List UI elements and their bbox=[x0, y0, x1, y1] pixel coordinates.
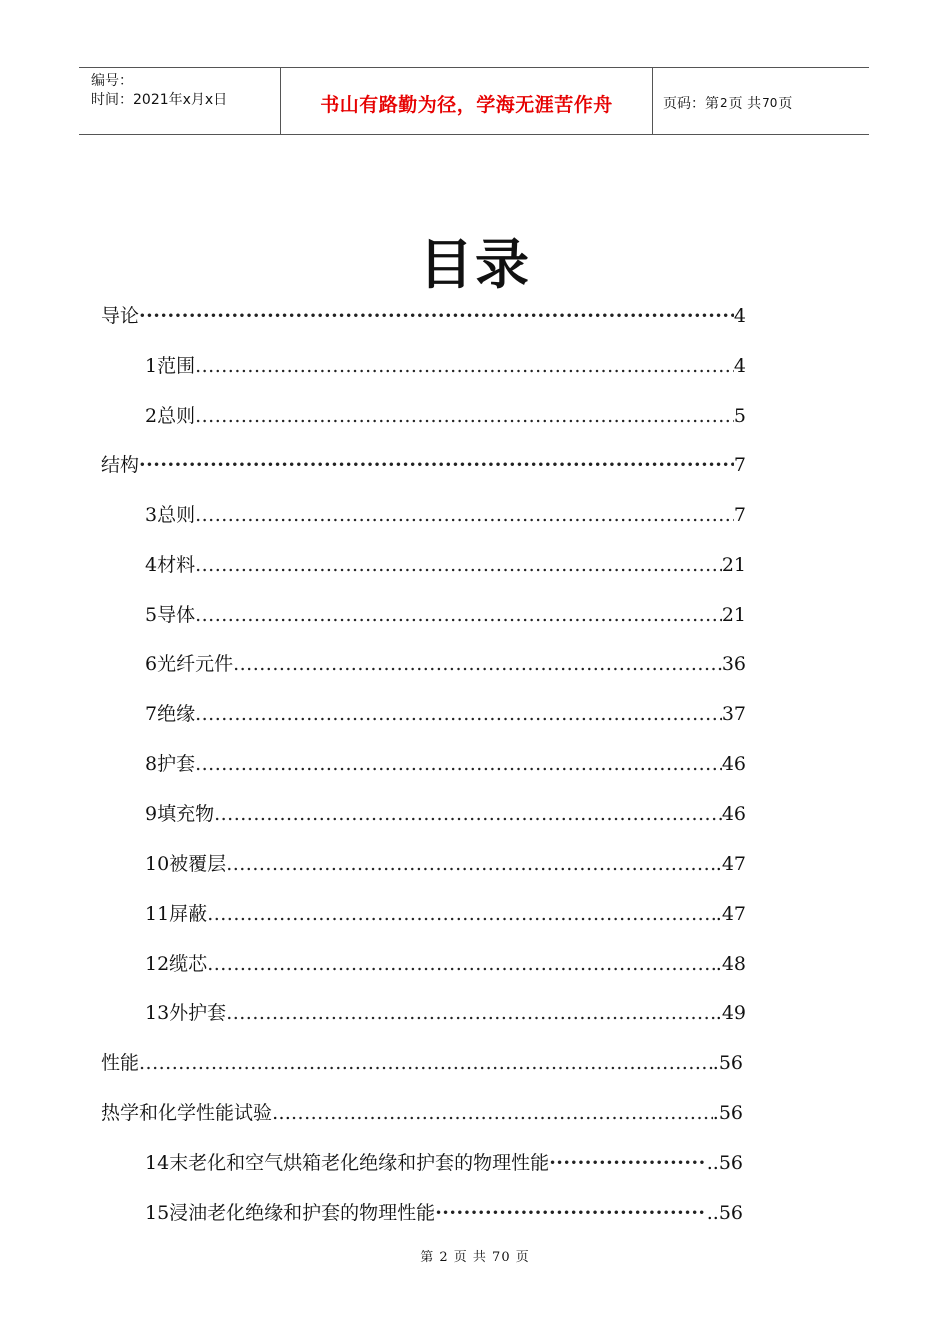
header-motto: 书山有路勤为径，学海无涯苦作舟 bbox=[280, 68, 653, 134]
toc-leader-dots bbox=[195, 499, 734, 531]
toc-entry-title: 结构 bbox=[101, 454, 140, 476]
toc-entry-page: .47 bbox=[715, 903, 746, 925]
toc-entry-page: ..56 bbox=[706, 1152, 743, 1174]
toc-entry[interactable] bbox=[145, 1147, 743, 1179]
toc-entry-page: 4 bbox=[733, 305, 746, 327]
toc-entry-page: 46 bbox=[721, 803, 746, 825]
toc-entry[interactable] bbox=[101, 1097, 743, 1129]
toc-leader-dots bbox=[195, 698, 722, 730]
toc-entry-title: 8护套 bbox=[145, 753, 196, 775]
page-footer: 第 2 页 共 70 页 bbox=[420, 1250, 530, 1265]
toc-leader-dots bbox=[139, 300, 734, 332]
toc-entry[interactable] bbox=[145, 400, 746, 432]
header-page-number bbox=[653, 68, 869, 134]
toc-leader-dots bbox=[207, 948, 716, 980]
toc-entry-title: 13外护套 bbox=[145, 1002, 227, 1024]
toc-entry-title: 4材料 bbox=[145, 554, 196, 576]
toc-entry[interactable] bbox=[145, 748, 746, 780]
toc-entry-title: 9填充物 bbox=[145, 803, 215, 825]
toc-entry[interactable] bbox=[145, 599, 746, 631]
toc-entry[interactable] bbox=[145, 350, 746, 382]
toc-entry-page: .56 bbox=[712, 1052, 743, 1074]
toc-leader-dots bbox=[233, 648, 722, 680]
toc-entry-page: ..56 bbox=[706, 1202, 743, 1224]
toc-entry-page: 21 bbox=[721, 554, 746, 576]
header-page-suffix: 页 bbox=[778, 96, 793, 112]
toc-entry-title: 导论 bbox=[101, 305, 140, 327]
toc-leader-dots bbox=[291, 1097, 713, 1129]
toc-entry[interactable] bbox=[145, 698, 746, 730]
toc-entry-page: 7 bbox=[733, 454, 746, 476]
toc-entry-title: 性能 bbox=[101, 1052, 140, 1074]
toc-entry-page: 36 bbox=[721, 653, 746, 675]
page-header bbox=[79, 67, 869, 135]
toc-entry[interactable] bbox=[145, 948, 746, 980]
toc-entry-page: .56 bbox=[712, 1102, 743, 1124]
toc-leader-dots bbox=[214, 798, 722, 830]
toc-entry-page: .48 bbox=[715, 953, 746, 975]
toc-entry-title: 5导体 bbox=[145, 604, 196, 626]
toc-entry-title: 7绝缘 bbox=[145, 703, 196, 725]
toc-leader-dots bbox=[195, 400, 734, 432]
toc-leader-dots bbox=[139, 1047, 713, 1079]
toc-entry-page: 7 bbox=[733, 504, 746, 526]
toc-entry[interactable] bbox=[145, 1197, 743, 1229]
toc-entry-title: 12缆芯 bbox=[145, 953, 208, 975]
toc-entry-page: .49 bbox=[715, 1002, 746, 1024]
toc-entry[interactable] bbox=[101, 1047, 743, 1079]
toc-entry[interactable] bbox=[145, 997, 746, 1029]
toc-entry-title: 11屏蔽 bbox=[145, 903, 208, 925]
toc-entry-page: 37 bbox=[721, 703, 746, 725]
header-page-total: 70 bbox=[762, 96, 778, 110]
toc-entry-page: .47 bbox=[715, 853, 746, 875]
toc-leader-dots bbox=[195, 350, 734, 382]
toc-entry-title: 1范围 bbox=[145, 355, 196, 377]
toc-entry-title: 15浸油老化绝缘和护套的物理性能 bbox=[145, 1202, 436, 1224]
toc-entry[interactable] bbox=[101, 300, 746, 332]
toc-entry[interactable] bbox=[101, 449, 746, 481]
toc-leader-dots bbox=[195, 549, 722, 581]
toc-entry-page: 5 bbox=[733, 405, 746, 427]
toc-entry-page: 46 bbox=[721, 753, 746, 775]
toc-leader-dots bbox=[435, 1197, 707, 1229]
header-time: 时间：2021年x月x日 bbox=[91, 92, 228, 108]
toc-entry-title: 2总则 bbox=[145, 405, 196, 427]
toc-entry[interactable] bbox=[145, 798, 746, 830]
toc-entry[interactable] bbox=[145, 549, 746, 581]
toc-leader-dots bbox=[226, 997, 716, 1029]
toc-entry-page: 21 bbox=[721, 604, 746, 626]
page-title: 目录 bbox=[419, 233, 531, 296]
toc-entry[interactable] bbox=[145, 499, 746, 531]
header-number: 编号： bbox=[91, 73, 133, 89]
toc-entry-title: 14末老化和空气烘箱老化绝缘和护套的物理性能 bbox=[145, 1152, 550, 1174]
toc-entry-title: 10被覆层 bbox=[145, 853, 227, 875]
toc-entry-title: 6光纤元件 bbox=[145, 653, 234, 675]
toc-leader-dots bbox=[139, 449, 734, 481]
toc-entry[interactable] bbox=[145, 898, 746, 930]
toc-entry[interactable] bbox=[145, 848, 746, 880]
toc-leader-dots bbox=[195, 748, 722, 780]
header-page-mid: 页 共 bbox=[728, 96, 762, 112]
toc-leader-dots bbox=[226, 848, 716, 880]
toc-leader-dots bbox=[195, 599, 722, 631]
toc-leader-dots bbox=[207, 898, 716, 930]
header-page-prefix: 页码：第 bbox=[663, 96, 719, 112]
header-page-current: 2 bbox=[720, 96, 728, 110]
toc-entry-title: 3总则 bbox=[145, 504, 196, 526]
toc-leader-dots bbox=[549, 1147, 707, 1179]
toc-entry[interactable] bbox=[145, 648, 746, 680]
header-meta bbox=[79, 68, 280, 134]
toc-entry-page: 4 bbox=[733, 355, 746, 377]
toc-entry-title: 热学和化学性能试验… bbox=[101, 1102, 292, 1124]
